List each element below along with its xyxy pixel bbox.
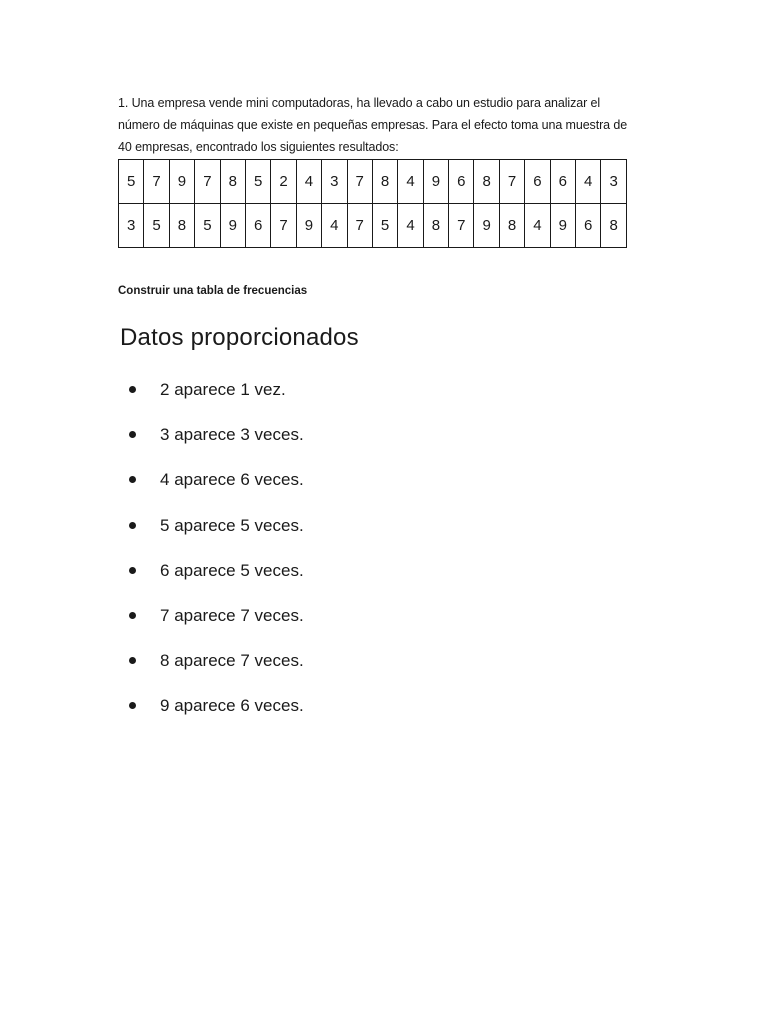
table-cell: 6	[576, 204, 601, 248]
table-cell: 9	[474, 204, 499, 248]
table-cell: 7	[144, 160, 169, 204]
table-cell: 6	[245, 204, 270, 248]
table-cell: 9	[423, 160, 448, 204]
problem-line: número de máquinas que existe en pequeñas empresas. Para el efecto toma una muestra de	[118, 118, 628, 132]
item-text: aparece	[169, 651, 241, 671]
problem-line: 1. Una empresa vende mini computadoras, ha llevado a cabo un estudio para analizar el	[118, 96, 601, 110]
list-item	[120, 598, 304, 643]
data-table	[118, 159, 627, 248]
bullet-icon	[129, 702, 136, 709]
data-table-body	[119, 160, 627, 248]
table-cell: 7	[449, 204, 474, 248]
table-cell: 8	[169, 204, 194, 248]
item-text: aparece	[169, 696, 241, 716]
bullet-icon	[129, 567, 136, 574]
item-value: 2	[160, 380, 170, 399]
list-item	[120, 462, 304, 507]
table-cell: 5	[119, 160, 144, 204]
table-cell: 5	[144, 204, 169, 248]
table-row	[119, 160, 627, 204]
bullet-icon	[129, 386, 136, 393]
table-cell: 6	[550, 160, 575, 204]
table-cell: 4	[398, 204, 423, 248]
item-count: 7 veces.	[240, 605, 304, 625]
table-cell: 3	[119, 204, 144, 248]
table-cell: 7	[499, 160, 524, 204]
table-cell: 8	[220, 160, 245, 204]
item-text: aparece	[169, 470, 241, 490]
table-cell: 9	[220, 204, 245, 248]
list-item	[120, 508, 304, 553]
table-cell: 4	[296, 160, 321, 204]
item-value: 5	[160, 515, 170, 535]
item-text: aparece	[169, 380, 241, 399]
item-value: 7	[160, 605, 170, 625]
bullet-icon	[129, 657, 136, 664]
list-item	[120, 372, 304, 417]
item-count: 6 veces.	[240, 696, 304, 716]
bullet-icon	[129, 612, 136, 619]
item-text: aparece	[169, 560, 241, 580]
item-text: aparece	[169, 605, 241, 625]
item-value: 6	[160, 560, 170, 580]
task-instruction: Construir una tabla de frecuencias	[118, 285, 308, 297]
table-cell: 8	[601, 204, 626, 248]
table-cell: 9	[550, 204, 575, 248]
table-cell: 7	[347, 204, 372, 248]
item-value: 9	[160, 696, 170, 716]
table-cell: 4	[322, 204, 347, 248]
item-count: 6 veces.	[240, 470, 304, 490]
bullet-icon	[129, 431, 136, 438]
problem-statement	[118, 92, 638, 158]
item-count: 3 veces.	[240, 425, 304, 445]
list-item	[120, 417, 304, 462]
table-cell: 4	[398, 160, 423, 204]
bullet-icon	[129, 476, 136, 483]
item-count: 5 veces.	[240, 515, 304, 535]
frequency-list	[120, 372, 304, 734]
table-cell: 4	[525, 204, 550, 248]
table-cell: 7	[195, 160, 220, 204]
table-cell: 6	[449, 160, 474, 204]
table-cell: 9	[169, 160, 194, 204]
table-cell: 8	[372, 160, 397, 204]
table-cell: 3	[601, 160, 626, 204]
item-count: 1 vez.	[240, 380, 286, 399]
problem-line: 40 empresas, encontrado los siguientes resultados:	[118, 140, 399, 154]
list-item	[120, 688, 304, 733]
item-value: 8	[160, 651, 170, 671]
item-text: aparece	[169, 425, 241, 445]
bullet-icon	[129, 522, 136, 529]
table-cell: 4	[576, 160, 601, 204]
item-value: 3	[160, 425, 170, 445]
table-cell: 7	[347, 160, 372, 204]
table-cell: 7	[271, 204, 296, 248]
table-row	[119, 204, 627, 248]
section-title: Datos proporcionados	[120, 324, 359, 351]
item-value: 4	[160, 470, 170, 490]
table-cell: 8	[474, 160, 499, 204]
list-item	[120, 553, 304, 598]
table-cell: 5	[372, 204, 397, 248]
table-cell: 5	[195, 204, 220, 248]
item-count: 5 veces.	[240, 560, 304, 580]
table-cell: 3	[322, 160, 347, 204]
table-cell: 9	[296, 204, 321, 248]
table-cell: 8	[423, 204, 448, 248]
table-cell: 6	[525, 160, 550, 204]
item-count: 7 veces.	[240, 651, 304, 671]
item-text: aparece	[169, 515, 241, 535]
list-item	[120, 643, 304, 688]
table-cell: 8	[499, 204, 524, 248]
table-cell: 2	[271, 160, 296, 204]
table-cell: 5	[245, 160, 270, 204]
